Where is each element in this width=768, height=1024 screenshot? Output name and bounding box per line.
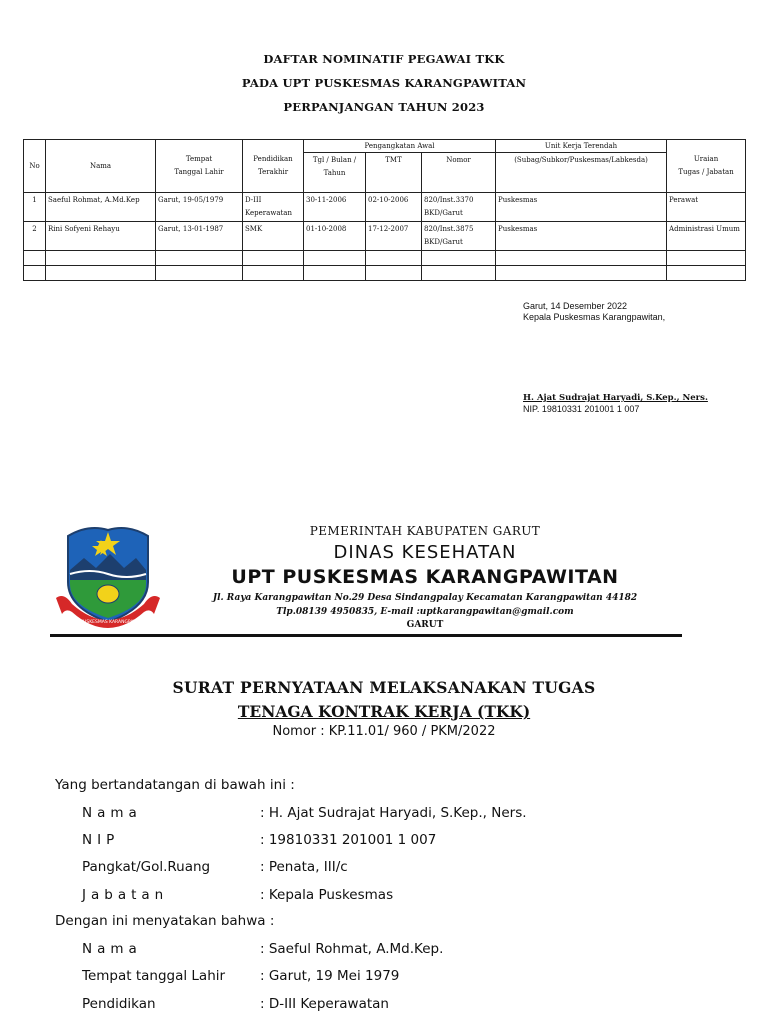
table-row — [24, 193, 746, 222]
table-row — [24, 222, 746, 251]
table-row-empty — [24, 251, 746, 266]
garut-regency-logo — [54, 522, 162, 634]
header-nama: Nama — [46, 140, 156, 193]
field-value: : Kepala Puskesmas — [260, 887, 394, 903]
cell-nama: Saeful Rohmat, A.Md.Kep — [46, 193, 156, 222]
letterhead-government: PEMERINTAH KABUPATEN GARUT — [309, 524, 541, 538]
field-value: : 19810331 201001 1 007 — [260, 832, 437, 848]
header-tmt: TMT — [366, 153, 422, 193]
cell-nomor: 820/Inst.3370 BKD/Garut — [422, 193, 496, 222]
field-value: : D-III Keperawatan — [260, 996, 389, 1012]
letter-title-1: SURAT PERNYATAAN MELAKSANAKAN TUGAS — [172, 678, 596, 697]
letterhead-dinas: DINAS KESEHATAN — [333, 542, 517, 563]
cell-pendidikan: D-III Keperawatan — [243, 193, 304, 222]
letterhead-upt: UPT PUSKESMAS KARANGPAWITAN — [231, 566, 619, 588]
nominatif-table — [23, 139, 746, 281]
header-tgl: Tgl / Bulan / Tahun — [304, 153, 366, 193]
cell-nama: Rini Sofyeni Rehayu — [46, 222, 156, 251]
sign-name: H. Ajat Sudrajat Haryadi, S.Kep., Ners. — [523, 393, 708, 403]
field-label: Nama — [82, 941, 142, 957]
nominatif-title-2: PADA UPT PUSKESMAS KARANGPAWITAN — [241, 76, 527, 90]
cell-ttl: Garut, 19-05/1979 — [156, 193, 243, 222]
cell-tgl: 30-11-2006 — [304, 193, 366, 222]
cell-tgl: 01-10-2008 — [304, 222, 366, 251]
header-ttl: Tempat Tanggal Lahir — [156, 140, 243, 193]
cell-unit: Puskesmas — [496, 222, 667, 251]
cell-pendidikan: SMK — [243, 222, 304, 251]
field-label: Nama — [82, 805, 142, 821]
letter-number: Nomor : KP.11.01/ 960 / PKM/2022 — [272, 724, 496, 739]
letterhead-divider — [50, 634, 682, 637]
letter-statement: Dengan ini menyatakan bahwa : — [55, 913, 275, 929]
cell-uraian: Administrasi Umum — [667, 222, 746, 251]
letterhead-contact: Tlp.08139 4950835, E-mail :uptkarangpawitan@gmail.com — [276, 607, 574, 617]
field-value: : Saeful Rohmat, A.Md.Kep. — [260, 941, 444, 957]
field-label: Jabatan — [82, 887, 169, 903]
cell-unit: Puskesmas — [496, 193, 667, 222]
field-label: Pendidikan — [82, 996, 156, 1012]
header-pendidikan: Pendidikan Terakhir — [243, 140, 304, 193]
cell-no: 2 — [24, 222, 46, 251]
sign-place-date: Garut, 14 Desember 2022 — [523, 301, 628, 311]
header-nomor: Nomor — [422, 153, 496, 193]
cell-ttl: Garut, 13-01-1987 — [156, 222, 243, 251]
table-row-empty — [24, 266, 746, 281]
letter-intro: Yang bertandatangan di bawah ini : — [55, 777, 295, 793]
cell-nomor: 820/Inst.3875 BKD/Garut — [422, 222, 496, 251]
field-label: Pangkat/Gol.Ruang — [82, 859, 211, 875]
header-unit-kerja-sub: (Subag/Subkor/Puskesmas/Labkesda) — [496, 153, 667, 193]
header-pengangkatan: Pengangkatan Awal — [304, 140, 496, 153]
field-value: : H. Ajat Sudrajat Haryadi, S.Kep., Ners. — [260, 805, 527, 821]
field-label: NIP — [82, 832, 120, 848]
field-value: : Penata, III/c — [260, 859, 348, 875]
cell-tmt: 02-10-2006 — [366, 193, 422, 222]
cell-no: 1 — [24, 193, 46, 222]
nominatif-title-1: DAFTAR NOMINATIF PEGAWAI TKK — [263, 52, 505, 66]
header-no: No — [24, 140, 46, 193]
cell-tmt: 17-12-2007 — [366, 222, 422, 251]
sign-role: Kepala Puskesmas Karangpawitan, — [523, 312, 666, 322]
nominatif-title-3: PERPANJANGAN TAHUN 2023 — [283, 100, 485, 114]
letterhead-address: Jl. Raya Karangpawitan No.29 Desa Sindangpalay Kecamatan Karangpawitan 44182 — [212, 593, 638, 603]
letter-title-2: TENAGA KONTRAK KERJA (TKK) — [237, 702, 531, 721]
letterhead-city: GARUT — [406, 620, 444, 630]
header-uraian: Uraian Tugas / Jabatan — [667, 140, 746, 193]
header-unit-kerja: Unit Kerja Terendah — [496, 140, 667, 153]
sign-nip: NIP. 19810331 201001 1 007 — [523, 404, 640, 414]
field-value: : Garut, 19 Mei 1979 — [260, 968, 400, 984]
logo-banner-text: UNIT PUSKESMAS KARANGPAWITAN — [68, 620, 148, 625]
field-label: Tempat tanggal Lahir — [82, 968, 226, 984]
cell-uraian: Perawat — [667, 193, 746, 222]
